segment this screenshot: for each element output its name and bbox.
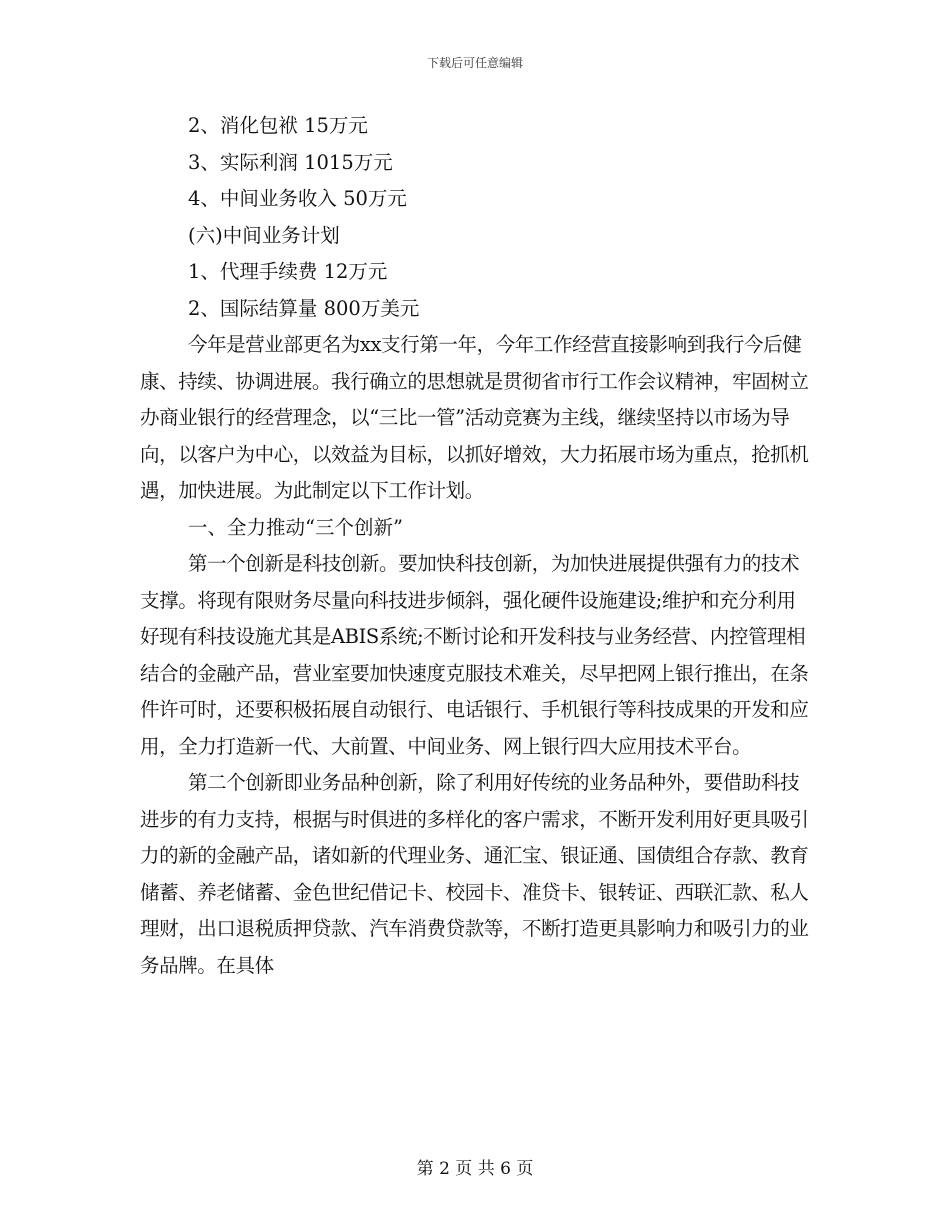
paragraph: 第一个创新是科技创新。要加快科技创新，为加快进展提供强有力的技术支撑。将现有限财务尽量向科技进步倾斜，强化硬件设施建设;维护和充分利用好现有科技设施尤其是ABIS系统;不断讨论和开发科技与业务经营、内控管理相结合的金融产品，营业室要加快速度克服技术难关，尽早把网上银行推出，在条件许可时，还要积极拓展自动银行、电话银行、手机银行等科技成果的开发和应用，全力打造新一代、大前置、中间业务、网上银行四大应用技术平台。 [140,552,809,758]
document-body [140,108,812,984]
list-item: 2、国际结算量 800万美元 [188,296,420,320]
list-item: 2、消化包袱 15万元 [188,114,368,137]
section-heading: (六)中间业务计划 [188,223,340,247]
page-number: 第 2 页 共 6 页 [416,1159,534,1179]
list-item: 3、实际利润 1015万元 [188,150,393,174]
list-item: 1、代理手续费 12万元 [188,260,388,283]
paragraph: 今年是营业部更名为xx支行第一年，今年工作经营直接影响到我行今后健康、持续、协调进展。我行确立的思想就是贯彻省市行工作会议精神，牢固树立办商业银行的经营理念，以“三比一管”活动竞赛为主线，继续坚持以市场为导向，以客户为中心，以效益为目标，以抓好增效，大力拓展市场为重点，抢抓机遇，加快进展。为此制定以下工作计划。 [140,333,809,502]
page-header: 下载后可任意编辑 [426,56,523,70]
paragraph: 第二个创新即业务品种创新，除了利用好传统的业务品种外，要借助科技进步的有力支持，根据与时俱进的多样化的客户需求，不断开发利用好更具吸引力的新的金融产品，诸如新的代理业务、通汇宝、银证通、国债组合存款、教育储蓄、养老储蓄、金色世纪借记卡、校园卡、准贷卡、银转证、西联汇款、私人理财，出口退税质押贷款、汽车消费贷款等，不断打造更具影响力和吸引力的业务品牌。在具体 [140,771,809,977]
section-heading: 一、全力推动“三个创新” [188,515,403,539]
list-item: 4、中间业务收入 50万元 [188,187,407,210]
